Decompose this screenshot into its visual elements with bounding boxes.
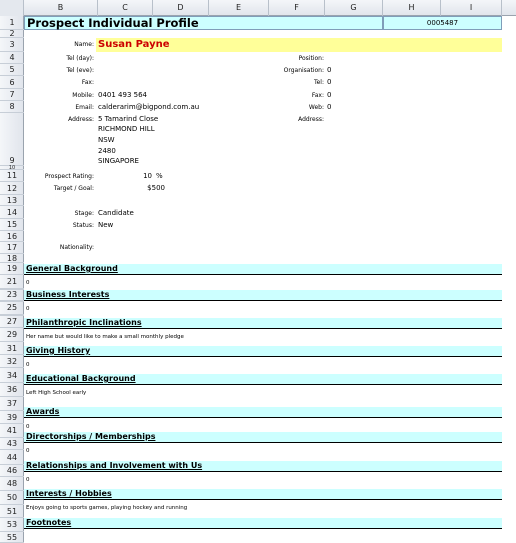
row-header[interactable]: 6 xyxy=(0,76,24,89)
stage-label: Stage: xyxy=(74,210,94,217)
section-band xyxy=(24,407,502,417)
row-header[interactable]: 29 xyxy=(0,328,24,342)
target-value[interactable]: $500 xyxy=(147,184,165,192)
row-header[interactable]: 16 xyxy=(0,231,24,242)
row-header[interactable]: 55 xyxy=(0,532,24,543)
section-giving-history-body[interactable]: 0 xyxy=(26,362,30,368)
row-header[interactable]: 31 xyxy=(0,342,24,355)
column-header-c[interactable]: C xyxy=(98,0,153,16)
row-header[interactable]: 46 xyxy=(0,465,24,477)
section-philanthropic-inclinations-body[interactable]: Her name but would like to make a small monthly pledge xyxy=(26,334,184,340)
section-rule xyxy=(24,528,502,529)
web-value[interactable]: 0 xyxy=(327,103,332,111)
address-line-5[interactable]: SINGAPORE xyxy=(98,157,139,164)
status-label: Status: xyxy=(72,222,94,229)
row-header[interactable]: 18 xyxy=(0,254,24,263)
column-header-e[interactable]: E xyxy=(209,0,269,16)
row-header[interactable]: 32 xyxy=(0,355,24,368)
row-header[interactable]: 25 xyxy=(0,301,24,315)
tel-eve-label: Tel (eve): xyxy=(66,67,94,74)
row-header[interactable]: 8 xyxy=(0,101,24,113)
section-rule xyxy=(24,300,502,301)
column-header-d[interactable]: D xyxy=(153,0,209,16)
address-label: Address: xyxy=(68,116,94,123)
section-rule xyxy=(24,417,502,418)
row-header[interactable]: 15 xyxy=(0,219,24,231)
row-header[interactable]: 21 xyxy=(0,275,24,289)
section-awards[interactable]: Awards xyxy=(26,407,60,416)
nationality-label: Nationality: xyxy=(59,244,94,251)
org-tel-label: Tel: xyxy=(313,79,324,86)
page-title[interactable]: Prospect Individual Profile xyxy=(27,16,199,30)
row-header[interactable]: 7 xyxy=(0,89,24,101)
position-label: Position: xyxy=(298,55,324,62)
section-interests-hobbies[interactable]: Interests / Hobbies xyxy=(26,489,112,498)
row-header[interactable]: 44 xyxy=(0,450,24,465)
section-educational-background[interactable]: Educational Background xyxy=(26,374,136,383)
section-relationships-involvement-body[interactable]: 0 xyxy=(26,477,30,483)
section-interests-hobbies-body[interactable]: Enjoys going to sports games, playing hockey and running xyxy=(26,505,188,511)
section-business-interests[interactable]: Business Interests xyxy=(26,290,110,299)
section-rule xyxy=(24,328,502,329)
row-header[interactable]: 39 xyxy=(0,411,24,424)
org-address-label: Address: xyxy=(298,116,324,123)
row-header[interactable]: 10 xyxy=(0,166,24,170)
org-fax-label: Fax: xyxy=(311,92,324,99)
section-directorships-memberships-body[interactable]: 0 xyxy=(26,448,30,454)
row-header[interactable]: 23 xyxy=(0,289,24,301)
row-header[interactable]: 43 xyxy=(0,438,24,450)
row-header-bar xyxy=(0,16,24,543)
name-label: Name: xyxy=(74,41,94,48)
row-header[interactable]: 4 xyxy=(0,52,24,64)
email-label: Email: xyxy=(75,104,94,111)
section-relationships-involvement[interactable]: Relationships and Involvement with Us xyxy=(26,461,203,470)
mobile-value[interactable]: 0401 493 564 xyxy=(98,91,147,99)
rating-value[interactable]: 10 xyxy=(143,172,152,180)
organisation-label: Organisation: xyxy=(283,67,324,74)
record-id[interactable]: 0005487 xyxy=(383,16,502,30)
section-rule xyxy=(24,499,502,500)
row-header[interactable]: 5 xyxy=(0,64,24,76)
address-line-4[interactable]: 2480 xyxy=(98,147,116,155)
section-philanthropic-inclinations[interactable]: Philanthropic Inclinations xyxy=(26,318,142,327)
section-footnotes[interactable]: Footnotes xyxy=(26,518,72,527)
row-header[interactable]: 41 xyxy=(0,424,24,438)
email-value[interactable]: calderarim@bigpond.com.au xyxy=(98,103,200,111)
mobile-label: Mobile: xyxy=(72,92,94,99)
row-header[interactable]: 1 xyxy=(0,16,24,30)
target-label: Target / Goal: xyxy=(53,185,94,192)
section-rule xyxy=(24,471,502,472)
section-band xyxy=(24,346,502,356)
section-educational-background-body[interactable]: Left High School early xyxy=(26,390,87,396)
web-label: Web: xyxy=(308,104,324,111)
row-header[interactable]: 2 xyxy=(0,30,24,38)
tel-day-label: Tel (day): xyxy=(66,55,94,62)
row-header[interactable]: 9 xyxy=(0,113,24,166)
section-giving-history[interactable]: Giving History xyxy=(26,346,91,355)
section-rule xyxy=(24,356,502,357)
section-general-background-body[interactable]: 0 xyxy=(26,280,30,286)
section-rule xyxy=(24,274,502,275)
address-line-1[interactable]: 5 Tamarind Close xyxy=(98,115,159,123)
row-header[interactable]: 51 xyxy=(0,505,24,518)
section-awards-body[interactable]: 0 xyxy=(26,424,30,430)
column-header-h[interactable]: H xyxy=(383,0,441,16)
address-line-3[interactable]: NSW xyxy=(98,136,115,144)
row-header[interactable]: 19 xyxy=(0,263,24,275)
column-header-bar xyxy=(0,0,516,16)
column-header-i[interactable]: I xyxy=(441,0,502,16)
stage-value[interactable]: Candidate xyxy=(98,209,134,217)
org-tel-value[interactable]: 0 xyxy=(327,78,332,86)
organisation-value[interactable]: 0 xyxy=(327,66,332,74)
section-directorships-memberships[interactable]: Directorships / Memberships xyxy=(26,432,156,441)
section-rule xyxy=(24,384,502,385)
column-header-f[interactable]: F xyxy=(269,0,325,16)
name-value[interactable]: Susan Payne xyxy=(98,39,170,50)
row-header[interactable]: 34 xyxy=(0,368,24,383)
row-header[interactable]: 11 xyxy=(0,170,24,182)
row-header[interactable]: 17 xyxy=(0,242,24,254)
rating-label: Prospect Rating: xyxy=(44,173,94,180)
status-value[interactable]: New xyxy=(98,221,114,229)
rating-unit: % xyxy=(156,172,163,180)
address-line-2[interactable]: RICHMOND HILL xyxy=(98,125,155,133)
select-all-corner[interactable] xyxy=(0,0,24,16)
row-header[interactable]: 27 xyxy=(0,315,24,328)
column-header-b[interactable]: B xyxy=(24,0,98,16)
section-general-background[interactable]: General Background xyxy=(26,264,118,273)
row-header[interactable]: 13 xyxy=(0,195,24,206)
row-header[interactable]: 37 xyxy=(0,397,24,411)
row-header[interactable]: 53 xyxy=(0,518,24,532)
fax-label: Fax: xyxy=(81,79,94,86)
row-header[interactable]: 50 xyxy=(0,491,24,505)
section-business-interests-body[interactable]: 0 xyxy=(26,306,30,312)
row-header[interactable]: 3 xyxy=(0,38,24,52)
column-header-g[interactable]: G xyxy=(325,0,383,16)
section-band xyxy=(24,518,502,528)
row-header[interactable]: 36 xyxy=(0,383,24,397)
row-header[interactable]: 14 xyxy=(0,206,24,219)
row-header[interactable]: 12 xyxy=(0,182,24,195)
section-rule xyxy=(24,442,502,443)
row-header[interactable]: 48 xyxy=(0,477,24,491)
org-fax-value[interactable]: 0 xyxy=(327,91,332,99)
